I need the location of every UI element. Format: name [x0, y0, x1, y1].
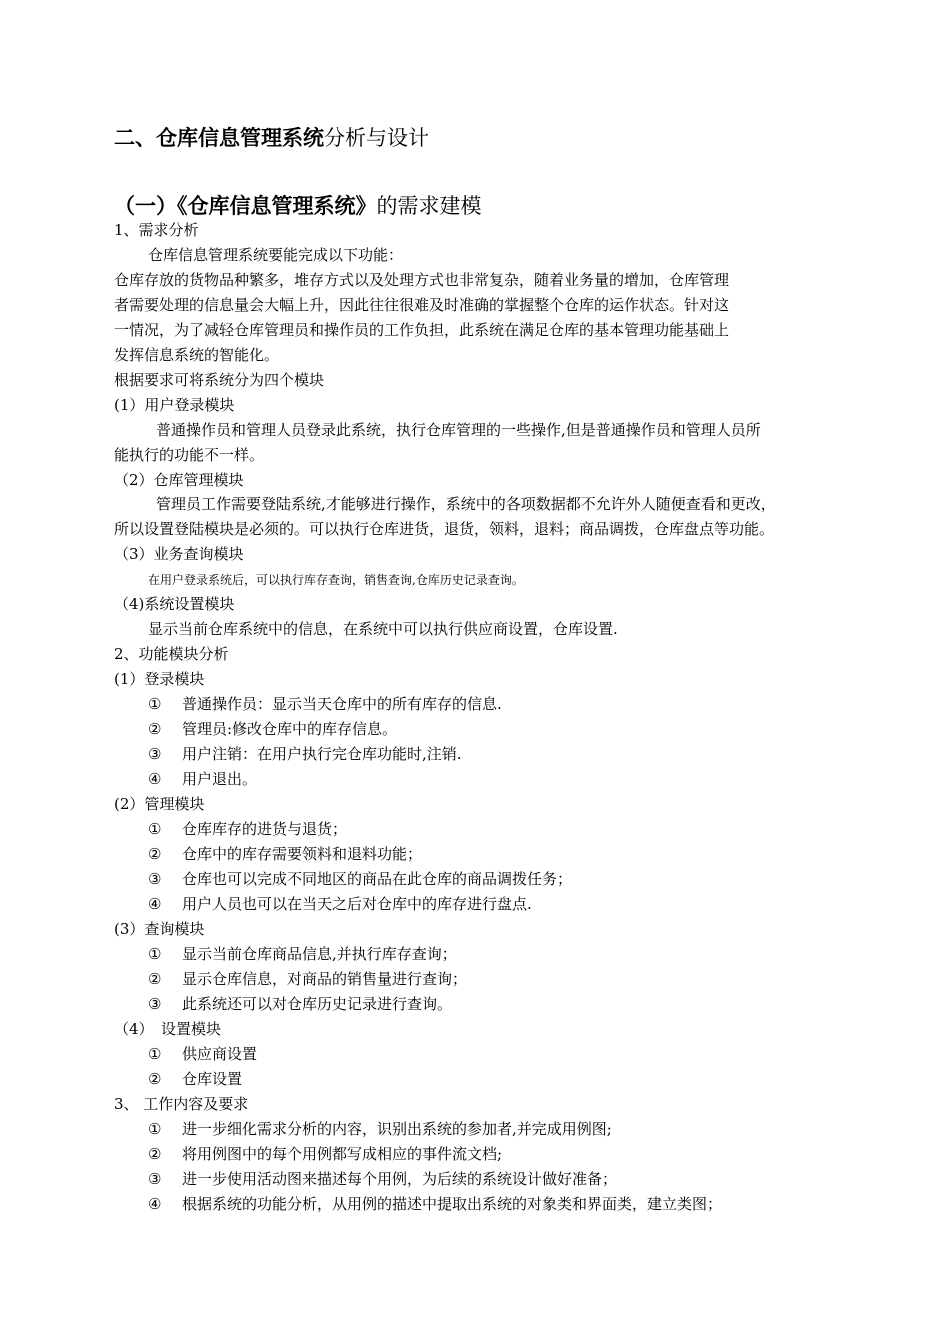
list-number: ③ — [148, 1170, 162, 1188]
module-heading: （4)系统设置模块 — [114, 595, 235, 613]
list-item — [148, 1144, 502, 1164]
list-number: ① — [148, 695, 162, 713]
section-heading-normal: 分析与设计 — [324, 126, 429, 150]
paragraph-line: 普通操作员和管理人员登录此系统，执行仓库管理的一些操作,但是普通操作员和管理人员所 — [156, 421, 761, 439]
list-text: 此系统还可以对仓库历史记录进行查询。 — [182, 995, 453, 1013]
paragraph-line: 所以设置登陆模块是必须的。可以执行仓库进货，退货，领料，退料；商品调拨，仓库盘点等功能。 — [114, 520, 775, 538]
list-text: 显示仓库信息，对商品的销售量进行查询； — [182, 970, 468, 988]
paragraph-line: 仓库存放的货物品种繁多，堆存方式以及处理方式也非常复杂，随着业务量的增加，仓库管理 — [114, 271, 730, 289]
list-item — [148, 844, 422, 864]
list-text: 根据系统的功能分析，从用例的描述中提取出系统的对象类和界面类，建立类图； — [182, 1195, 723, 1213]
list-text: 用户注销：在用户执行完仓库功能时,注销. — [182, 745, 462, 763]
list-item — [148, 769, 257, 789]
list-text: 进一步使用活动图来描述每个用例，为后续的系统设计做好准备； — [182, 1170, 618, 1188]
list-number: ④ — [148, 895, 162, 913]
list-item — [148, 1119, 612, 1139]
subsection-heading-bold: （一）《仓库信息管理系统》 — [114, 194, 377, 218]
section-heading-bold: 二、仓库信息管理系统 — [114, 126, 324, 150]
paragraph-line: 在用户登录系统后，可以执行库存查询，销售查询,仓库历史记录查询。 — [148, 573, 524, 587]
list-number: ② — [148, 720, 162, 738]
paragraph-line: 根据要求可将系统分为四个模块 — [114, 371, 325, 389]
subsection-heading — [114, 192, 482, 220]
list-text: 仓库库存的进货与退货； — [182, 820, 348, 838]
list-item — [148, 969, 467, 989]
list-text: 将用例图中的每个用例都写成相应的事件流文档; — [182, 1145, 503, 1163]
list-text: 仓库也可以完成不同地区的商品在此仓库的商品调拨任务； — [182, 870, 573, 888]
module-heading: （2）仓库管理模块 — [114, 471, 244, 489]
paragraph-line: 2、功能模块分析 — [114, 645, 229, 663]
list-item — [148, 994, 452, 1014]
paragraph-line: 能执行的功能不一样。 — [114, 446, 265, 464]
section-line: 3、 工作内容及要求 — [114, 1095, 249, 1113]
list-number: ① — [148, 820, 162, 838]
list-number: ④ — [148, 1195, 162, 1213]
paragraph-line: 显示当前仓库系统中的信息，在系统中可以执行供应商设置，仓库设置. — [148, 620, 618, 638]
module-heading: (1）用户登录模块 — [114, 396, 235, 414]
list-item — [148, 944, 457, 964]
list-text: 仓库设置 — [182, 1070, 243, 1088]
list-text: 进一步细化需求分析的内容，识别出系统的参加者,并完成用例图; — [182, 1120, 612, 1138]
list-text: 供应商设置 — [182, 1045, 258, 1063]
list-item — [148, 869, 572, 889]
list-text: 普通操作员：显示当天仓库中的所有库存的信息. — [182, 695, 502, 713]
list-text: 显示当前仓库商品信息,并执行库存查询； — [182, 945, 457, 963]
list-number: ② — [148, 970, 162, 988]
list-item — [148, 1044, 257, 1064]
list-number: ① — [148, 1045, 162, 1063]
list-item — [148, 719, 397, 739]
list-number: ② — [148, 1070, 162, 1088]
list-item — [148, 1069, 242, 1089]
subsection-heading-normal: 的需求建模 — [376, 194, 482, 218]
list-number: ③ — [148, 995, 162, 1013]
list-number: ③ — [148, 870, 162, 888]
list-number: ④ — [148, 770, 162, 788]
list-item — [148, 1194, 722, 1214]
paragraph-line: 仓库信息管理系统要能完成以下功能： — [148, 246, 404, 264]
list-text: 仓库中的库存需要领料和退料功能； — [182, 845, 423, 863]
paragraph-line: 者需要处理的信息量会大幅上升，因此往往很难及时准确的掌握整个仓库的运作状态。针对这 — [114, 296, 730, 314]
list-item — [148, 1169, 617, 1189]
list-item — [148, 894, 532, 914]
list-number: ① — [148, 1120, 162, 1138]
list-text: 用户退出。 — [182, 770, 258, 788]
module-heading: (1）登录模块 — [114, 670, 205, 688]
paragraph-line: 管理员工作需要登陆系统,才能够进行操作，系统中的各项数据都不允许外人随便查看和更改， — [156, 495, 776, 513]
paragraph-line: 发挥信息系统的智能化。 — [114, 346, 280, 364]
section-heading — [114, 124, 429, 152]
list-number: ① — [148, 945, 162, 963]
module-heading: (3）查询模块 — [114, 920, 205, 938]
paragraph-line: 一情况，为了减轻仓库管理员和操作员的工作负担，此系统在满足仓库的基本管理功能基础上 — [114, 321, 730, 339]
list-item — [148, 819, 347, 839]
module-heading: （3）业务查询模块 — [114, 545, 244, 563]
list-number: ② — [148, 845, 162, 863]
module-heading: (2）管理模块 — [114, 795, 205, 813]
paragraph-line: 1、需求分析 — [114, 221, 199, 239]
list-text: 管理员:修改仓库中的库存信息。 — [182, 720, 398, 738]
list-item — [148, 694, 502, 714]
list-item — [148, 744, 462, 764]
list-number: ③ — [148, 745, 162, 763]
list-text: 用户人员也可以在当天之后对仓库中的库存进行盘点. — [182, 895, 532, 913]
module-heading: （4） 设置模块 — [114, 1020, 222, 1038]
list-number: ② — [148, 1145, 162, 1163]
